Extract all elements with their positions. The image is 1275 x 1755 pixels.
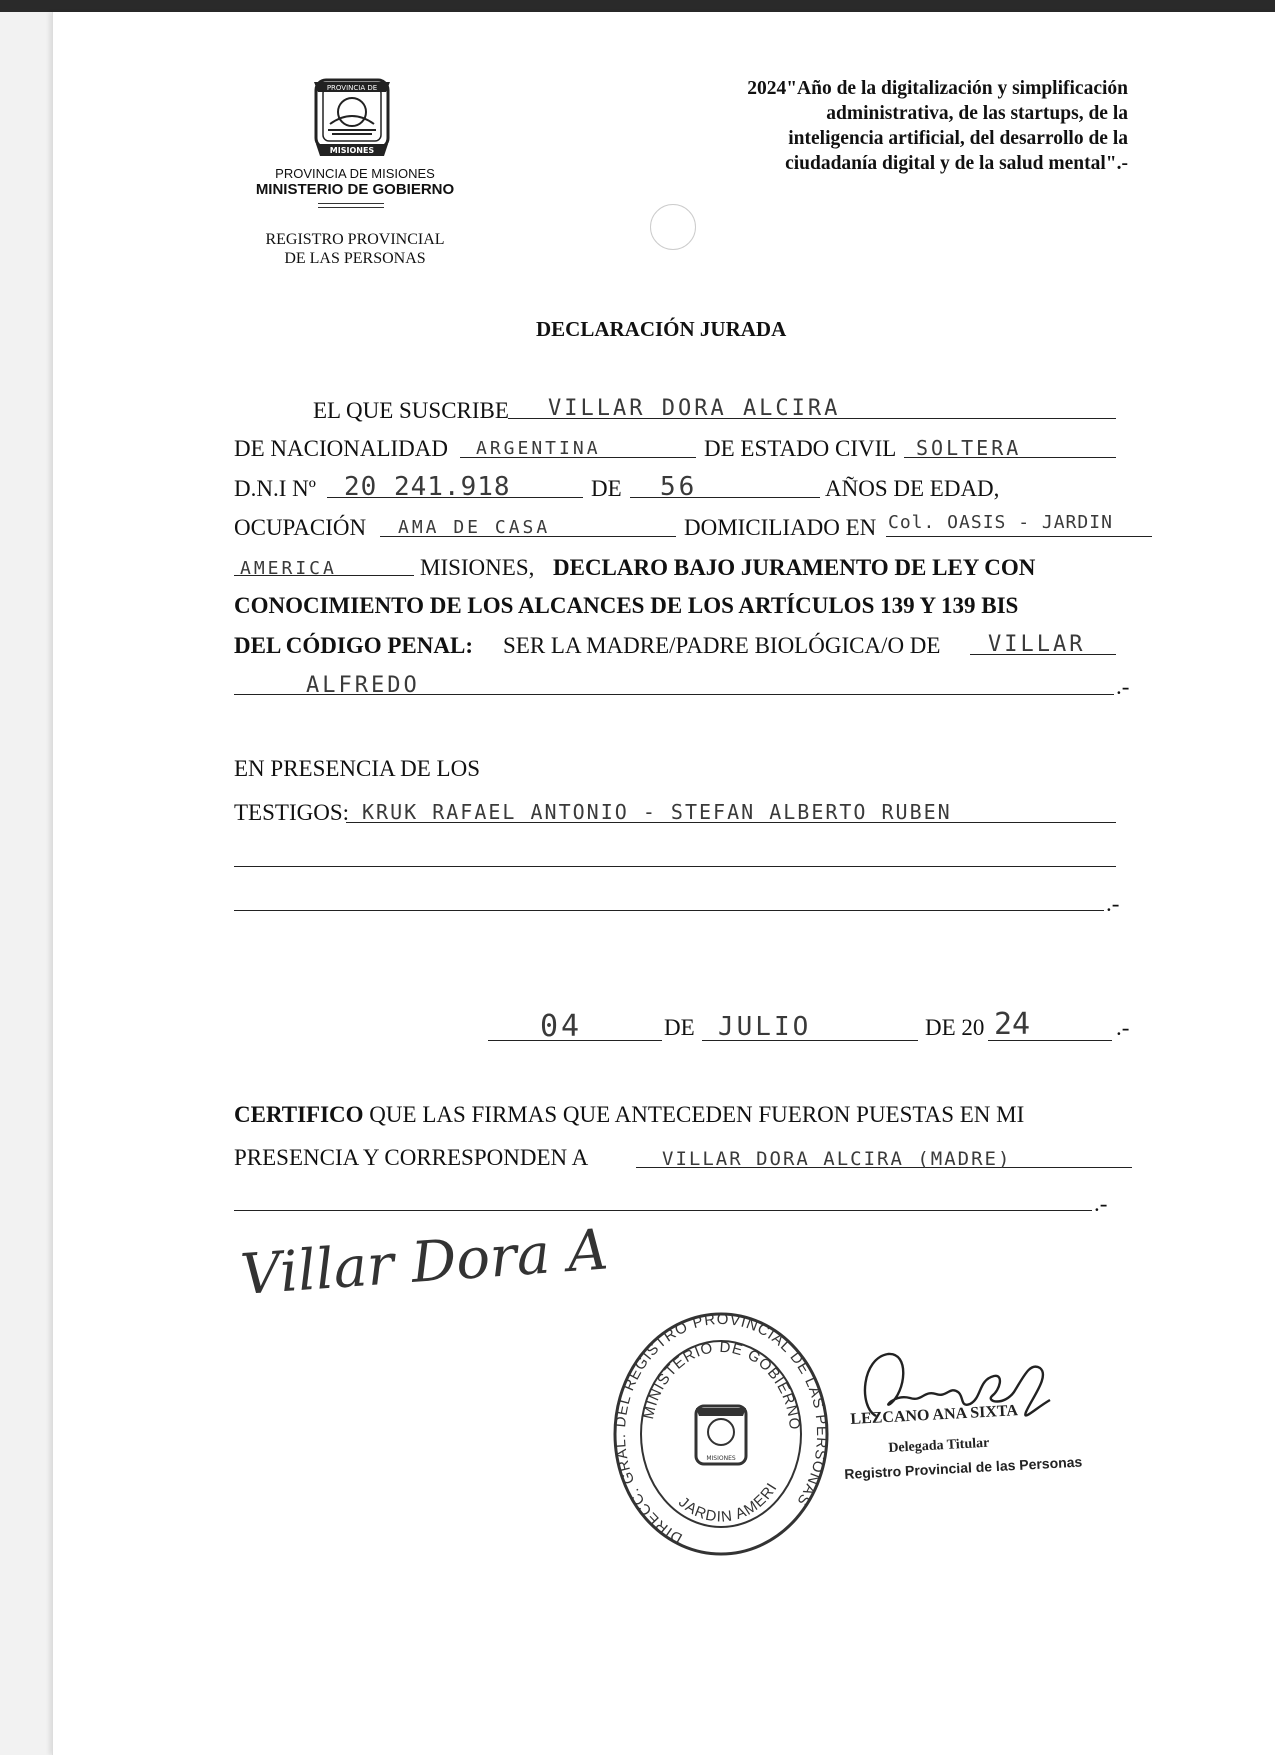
nacionalidad-label: DE NACIONALIDAD — [234, 436, 448, 461]
ministry-underline-2 — [318, 207, 384, 208]
edad-value: 56 — [660, 472, 698, 502]
corresponden-end-mark: .- — [1094, 1191, 1108, 1216]
testigos-end-mark: .- — [1106, 891, 1120, 916]
ministry-underline — [318, 203, 384, 204]
emblem-ribbon-top: PROVINCIA DE — [326, 84, 378, 92]
motto-line-1: 2024"Año de la digitalización y simplificación — [747, 78, 1128, 99]
stamp-role: Delegada Titular — [888, 1435, 990, 1456]
testigos-value: KRUK RAFAEL ANTONIO - STEFAN ALBERTO RUBEN — [362, 800, 952, 824]
estado-civil-label: DE ESTADO CIVIL — [704, 436, 897, 461]
corresponden-label: PRESENCIA Y CORRESPONDEN A — [234, 1145, 589, 1170]
registry-seal — [612, 1312, 830, 1562]
domicilio-value-1: Col. OASIS - JARDIN — [888, 512, 1113, 533]
hijo-end-mark: .- — [1116, 674, 1130, 699]
document-title: DECLARACIÓN JURADA — [536, 317, 787, 341]
corresponden-line-2 — [234, 1210, 1092, 1211]
seal-location-text: JARDIN AMERI — [675, 1479, 781, 1526]
declarant-signature — [236, 1228, 606, 1318]
edad-label: AÑOS DE EDAD, — [825, 476, 1000, 501]
nacionalidad-value: ARGENTINA — [476, 438, 601, 459]
motto-line-2: administrativa, de las startups, de la — [826, 103, 1128, 124]
certifico-line — [234, 1103, 1024, 1126]
seal-inner-text: MINISTERIO DE GOBIERNO — [640, 1338, 804, 1432]
testigos-line-2 — [234, 866, 1116, 867]
motto-line-3: inteligencia artificial, del desarrollo de la — [788, 128, 1128, 149]
punch-hole — [650, 204, 696, 250]
official-motto — [600, 76, 1128, 176]
domicilio-line — [886, 536, 1152, 537]
ocupacion-value: AMA DE CASA — [398, 517, 551, 538]
de-label-2: DE — [664, 1015, 695, 1040]
hijo-value-1: VILLAR — [988, 632, 1086, 657]
mes-value: JULIO — [718, 1012, 812, 1042]
domicilio-value-2: AMERICA — [240, 558, 337, 579]
anio-label: DE 20 — [925, 1015, 985, 1040]
stamp-office: Registro Provincial de las Personas — [844, 1453, 1083, 1482]
declaro-line-3: DEL CÓDIGO PENAL: — [234, 633, 473, 658]
dni-value: 20 241.918 — [344, 472, 511, 502]
motto-line-4: ciudadanía digital y de la salud mental".- — [785, 153, 1128, 174]
suscribe-value: VILLAR DORA ALCIRA — [548, 396, 841, 421]
dia-value: 04 — [540, 1009, 583, 1044]
seal-outer-text: DIRECC. GRAL. DEL REGISTRO PROVINCIAL DE LAS PERSONAS — [612, 1312, 830, 1547]
misiones-label: MISIONES, — [420, 555, 535, 580]
anio-value: 24 — [994, 1007, 1031, 1042]
declarant-signature-text: Villar Dora A. — [238, 1228, 606, 1308]
ocupacion-label: OCUPACIÓN — [234, 515, 367, 540]
corresponden-value: VILLAR DORA ALCIRA (MADRE) — [662, 1148, 1012, 1170]
registry-line-2: DE LAS PERSONAS — [284, 250, 426, 267]
dni-label: D.N.I Nº — [234, 476, 316, 501]
testigos-line-3 — [234, 910, 1104, 911]
certifico-rest: QUE LAS FIRMAS QUE ANTECEDEN FUERON PUESTAS EN MI — [369, 1102, 1025, 1127]
domicilio-label: DOMICILIADO EN — [684, 515, 877, 540]
fecha-end-mark: .- — [1116, 1015, 1130, 1040]
testigos-label: TESTIGOS: — [234, 800, 349, 825]
province-label: PROVINCIA DE MISIONES — [275, 166, 435, 181]
de-label: DE — [591, 476, 622, 501]
emblem-ribbon-bottom: MISIONES — [329, 146, 375, 155]
hijo-value-2: ALFREDO — [306, 673, 420, 698]
edad-line — [630, 497, 820, 498]
presencia-label: EN PRESENCIA DE LOS — [234, 756, 480, 781]
scan-top-edge — [0, 0, 1275, 12]
ministry-label: MINISTERIO DE GOBIERNO — [255, 181, 455, 198]
estado-civil-value: SOLTERA — [916, 436, 1022, 460]
registry-line-1: REGISTRO PROVINCIAL — [265, 231, 445, 248]
declaro-line-2: CONOCIMIENTO DE LOS ALCANCES DE LOS ARTÍCULOS 139 Y 139 BIS — [234, 593, 1019, 618]
madre-label: SER LA MADRE/PADRE BIOLÓGICA/O DE — [503, 633, 941, 658]
province-emblem — [306, 72, 398, 160]
seal-emblem-text: MISIONES — [706, 1455, 736, 1462]
certifico-bold: CERTIFICO — [234, 1102, 364, 1127]
suscribe-label: EL QUE SUSCRIBE — [313, 398, 509, 423]
declaro-line-1: DECLARO BAJO JURAMENTO DE LEY CON — [553, 555, 1036, 580]
stamp-name: LEZCANO ANA SIXTA — [850, 1402, 1019, 1428]
